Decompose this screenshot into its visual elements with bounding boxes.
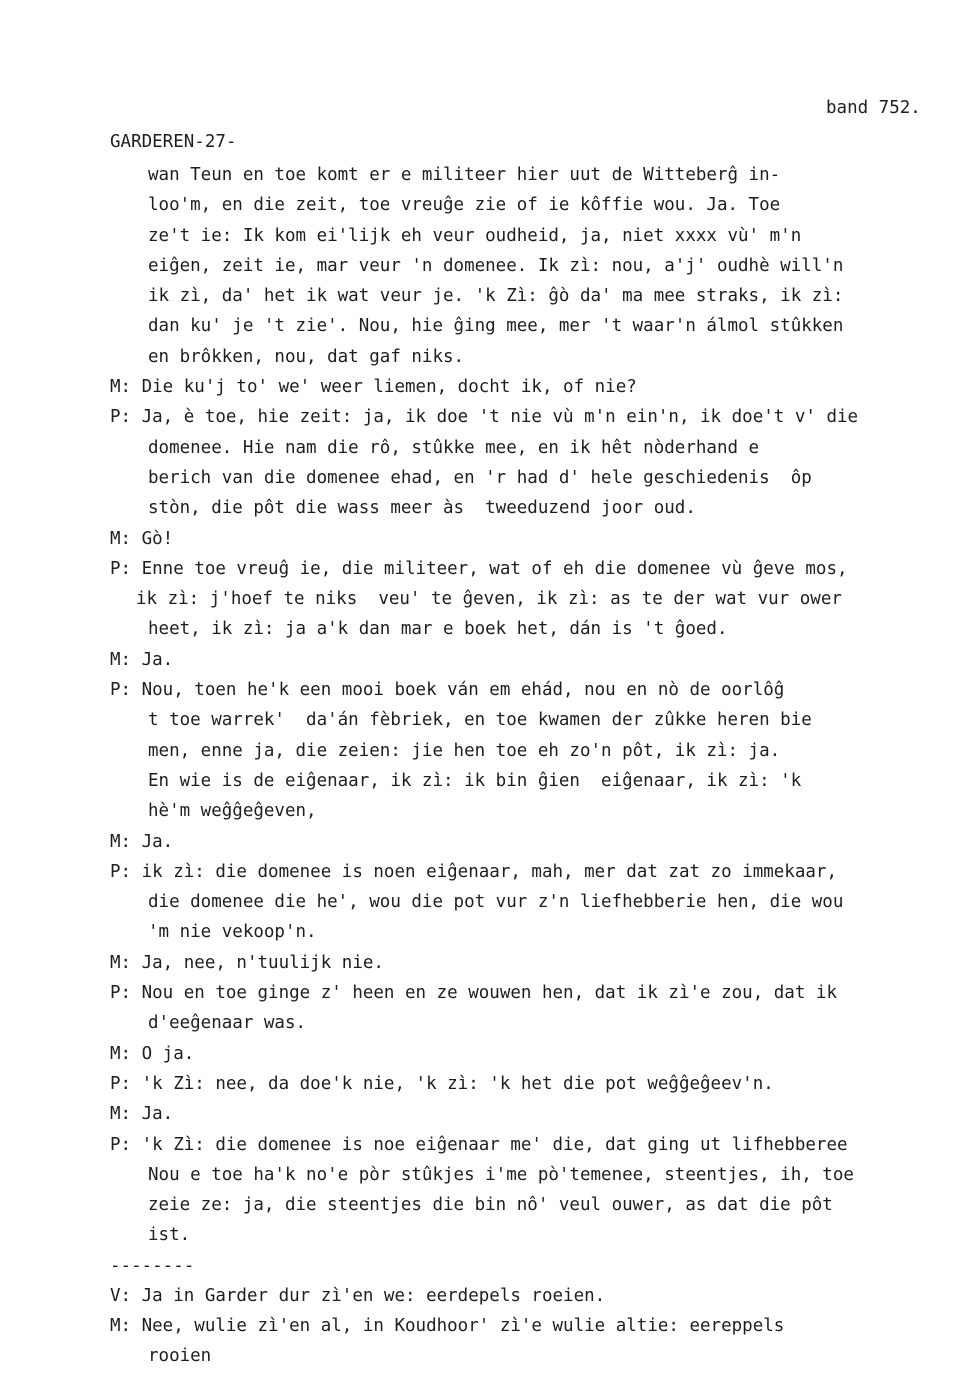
speaker-line: M: Ja, nee, n'tuulijk nie. — [110, 952, 384, 973]
speaker-line: M: Gò! — [110, 528, 174, 549]
continuation-line: zeie ze: ja, die steentjes die bin nô' veul ouwer, as dat die pôt — [148, 1195, 833, 1216]
continuation-line: stòn, die pôt die wass meer às tweeduzend joor oud. — [148, 498, 696, 519]
document-title: GARDEREN-27- — [110, 132, 237, 152]
speaker-line: M: O ja. — [110, 1043, 195, 1064]
speaker-line: M: Die ku'j to' we' weer liemen, docht ik, of nie? — [110, 377, 637, 398]
continuation-line: rooien — [148, 1346, 212, 1367]
continuation-line: ik zì, da' het ik wat veur je. 'k Zì: ĝò da' ma mee straks, ik zì: — [148, 286, 844, 307]
continuation-line: eiĝen, zeit ie, mar veur 'n domenee. Ik zì: nou, a'j' oudhè will'n — [148, 255, 844, 276]
transcript-body — [110, 160, 970, 1372]
speaker-line: P: 'k Zì: die domenee is noe eiĝenaar me' die, dat ging ut lifhebberee — [110, 1134, 848, 1155]
speaker-line: P: Ja, è toe, hie zeit: ja, ik doe 't nie vù m'n ein'n, ik doe't v' die — [110, 407, 859, 428]
continuation-line: hè'm weĝĝeĝeven, — [148, 801, 317, 822]
speaker-line: M: Nee, wulie zì'en al, in Koudhoor' zì'e wulie altie: eereppels — [110, 1315, 785, 1336]
continuation-line: berich van die domenee ehad, en 'r had d' hele geschiedenis ôp — [148, 467, 812, 488]
speaker-line: V: Ja in Garder dur zì'en we: eerdepels roeien. — [110, 1285, 606, 1306]
speaker-line: M: Ja. — [110, 831, 174, 852]
transcript-footer-lines — [110, 1281, 970, 1372]
speaker-line: M: Ja. — [110, 1104, 174, 1125]
continuation-line: t toe warrek' da'án fèbriek, en toe kwamen der zûkke heren bie — [148, 710, 812, 731]
speaker-line: P: Enne toe vreuĝ ie, die militeer, wat of eh die domenee vù ĝeve mos, — [110, 558, 848, 579]
speaker-line: P: 'k Zì: nee, da doe'k nie, 'k zì: 'k het die pot weĝĝeĝeev'n. — [110, 1073, 774, 1094]
transcript-lines — [110, 160, 970, 1251]
continuation-line: 'm nie vekoop'n. — [148, 922, 317, 943]
continuation-line: en brôkken, nou, dat gaf niks. — [148, 346, 465, 367]
section-separator: -------- — [110, 1255, 195, 1276]
continuation-line: d'eeĝenaar was. — [148, 1013, 307, 1034]
continuation-line: heet, ik zì: ja a'k dan mar e boek het, dán is 't ĝoed. — [148, 619, 728, 640]
continuation-line: men, enne ja, die zeien: jie hen toe eh zo'n pôt, ik zì: ja. — [148, 740, 781, 761]
continuation-line: ik zì: j'hoef te niks veu' te ĝeven, ik zì: as te der wat vur ower — [136, 589, 842, 610]
continuation-line: ze't ie: Ik kom ei'lijk eh veur oudheid, ja, niet xxxx vù' m'n — [148, 225, 802, 246]
continuation-line: En wie is de eiĝenaar, ik zì: ik bin ĝien eiĝenaar, ik zì: 'k — [148, 770, 802, 791]
speaker-line: M: Ja. — [110, 649, 174, 670]
band-number: band 752. — [826, 98, 921, 118]
speaker-line: P: Nou, toen he'k een mooi boek ván em ehád, nou en nò de oorlôĝ — [110, 680, 785, 701]
continuation-line: Nou e toe ha'k no'e pòr stûkjes i'me pò'temenee, steentjes, ih, toe — [148, 1164, 854, 1185]
continuation-line: wan Teun en toe komt er e militeer hier uut de Witteberĝ in- — [148, 165, 781, 185]
continuation-line: dan ku' je 't zie'. Nou, hie ĝing mee, mer 't waar'n álmol stûkken — [148, 316, 844, 337]
speaker-line: P: Nou en toe ginge z' heen en ze wouwen hen, dat ik zì'e zou, dat ik — [110, 983, 837, 1004]
continuation-line: domenee. Hie nam die rô, stûkke mee, en ik hêt nòderhand e — [148, 437, 760, 458]
continuation-line: ist. — [148, 1225, 191, 1246]
continuation-line: loo'm, en die zeit, toe vreuĝe zie of ie kôffie wou. Ja. Toe — [148, 195, 781, 216]
speaker-line: P: ik zì: die domenee is noen eiĝenaar, mah, mer dat zat zo immekaar, — [110, 861, 837, 882]
continuation-line: die domenee die he', wou die pot vur z'n liefhebberie hen, die wou — [148, 892, 844, 913]
